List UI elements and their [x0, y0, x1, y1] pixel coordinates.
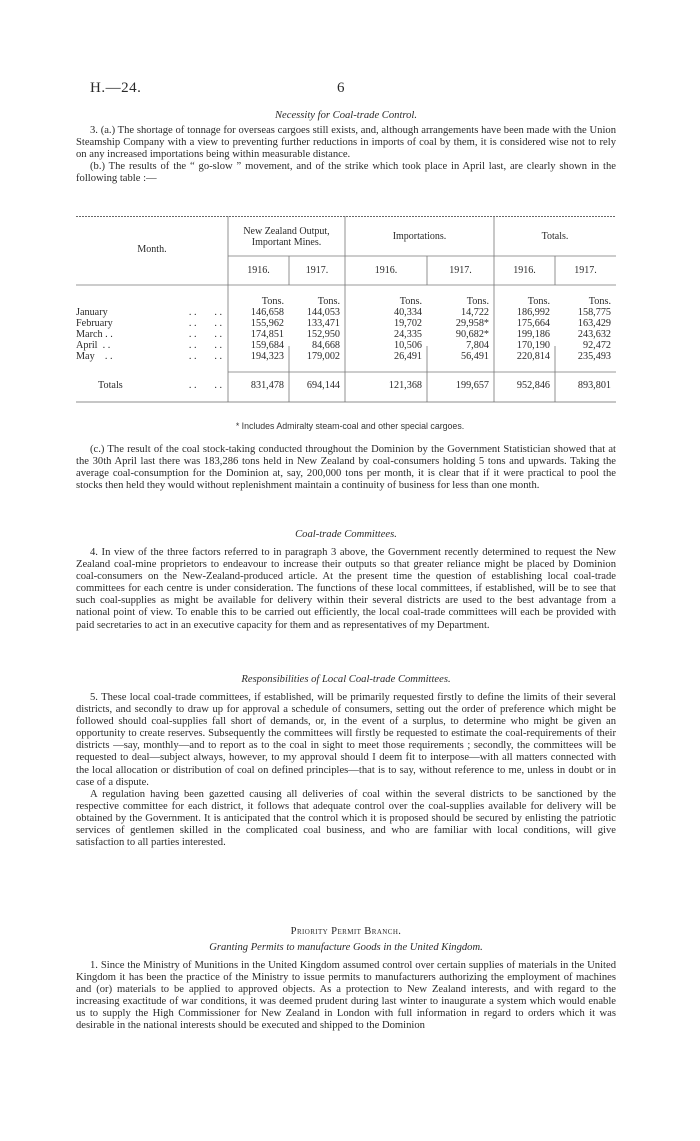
table-cell: 159,684	[250, 340, 284, 351]
month-label: April . .	[76, 340, 111, 351]
month-column-header: Month.	[137, 244, 167, 255]
section-heading: Necessity for Coal-trade Control.	[274, 110, 418, 121]
unit-label: Tons.	[261, 296, 284, 307]
paragraph-4: 4. In view of the three factors referred to in paragraph 3 above, the Government recently determined to request the New Zealand coal-mine proprietors to endeavour to increase their outputs so that greater reliance might be placed by Dominion coal-consumers on the New-Zealand-produced article. At the present time the question of establishing local coal-trade committees for each centre is under consideration. The functions of these local committees, if established, will be to see that such coal-supplies as might be available for delivery within their several districts are used to the best advantage from a national point of view. To enable this to be carried out efficiently, the local coal-trade committees will each be provided with paid secretaries to act in an executive capacity for them and as representatives of my Department.	[76, 547, 616, 631]
table-cell: 831,478	[250, 379, 284, 391]
table-cell: 90,682*	[455, 329, 489, 340]
table-cell: 243,632	[577, 329, 611, 340]
group-header-importations: Importations.	[392, 231, 447, 242]
month-label: March . .	[76, 329, 113, 340]
table-cell: 220,814	[516, 351, 550, 362]
year-header: 1917.	[449, 265, 472, 276]
year-header: 1916.	[513, 265, 536, 276]
unit-label: Tons.	[466, 296, 489, 307]
unit-label: Tons.	[317, 296, 340, 307]
table-cell: 7,804	[466, 340, 489, 351]
group-header-totals: Totals.	[541, 231, 569, 242]
table-cell: 56,491	[460, 351, 489, 362]
section-heading: Coal-trade Committees.	[295, 529, 397, 540]
section-heading: Priority Permit Branch.	[290, 926, 402, 937]
table-cell: 121,368	[388, 379, 422, 391]
table-cell: 952,846	[516, 379, 550, 391]
table-cell: 19,702	[393, 318, 422, 329]
table-cell: 694,144	[306, 379, 340, 391]
year-header: 1917.	[574, 265, 597, 276]
table-cell: 174,851	[250, 329, 284, 340]
table-cell: 152,950	[306, 329, 340, 340]
unit-label: Tons.	[588, 296, 611, 307]
table-cell: 235,493	[577, 351, 611, 362]
table-row	[76, 351, 616, 362]
year-header: 1916.	[247, 265, 270, 276]
section-coal-trade-committees	[76, 529, 616, 632]
totals-table	[76, 379, 616, 391]
table-cell: 155,962	[250, 318, 284, 329]
paragraph-1: 1. Since the Ministry of Munitions in the United Kingdom assumed control over certain supplies of materials in the United Kingdom it has been the practice of the Ministry to issue permits to manufacturers authorizing the employment of machines and (or) materials to be applied to approved objects. As a protection to New Zealand interests, and with regard to the increasing exactitude of war conditions, it was deemed prudent during last winter to inaugurate a system which would enable us to supply the High Commissioner for New Zealand in London with full information in regard to orders which it was desirable in the national interests should be executed and shipped to the Dominion	[76, 960, 616, 1032]
table-cell: 158,775	[577, 307, 611, 318]
table-cell: 14,722	[460, 307, 489, 318]
table-cell: 29,958*	[455, 318, 489, 329]
table-cell: 163,429	[577, 318, 611, 329]
paragraph-3a: 3. (a.) The shortage of tonnage for overseas cargoes still exists, and, although arrangements have been made with the Union Steamship Company with a view to preventing further reductions in imports of coal by them, it is considered wise not to rely on any increased importations being within measurable distance.	[76, 125, 616, 161]
unit-row	[76, 296, 616, 307]
year-header: 1916.	[374, 265, 398, 276]
table-cell: 170,190	[516, 340, 550, 351]
paragraph-3c: (c.) The result of the coal stock-taking conducted throughout the Dominion by the Government Statistician showed that at the 30th April last there was 183,286 tons held in New Zealand by coal-consumers holding 5 tons and upwards. Taking the average coal-consumption for the Dominion at, say, 200,000 tons per month, it is clear that if it were practical to pool the stocks then held they would without replenishment maintain a continuity of business for less than one month.	[76, 444, 616, 492]
paragraph-3c-block	[76, 444, 616, 492]
table-row	[76, 340, 616, 351]
paragraph-5-continued: A regulation having been gazetted causing all deliveries of coal within the several districts to be sanctioned by the respective committee for each district, it follows that adequate control over the coal-supplies available for delivery will be obtained by the Government. It is anticipated that the control which it is proposed should be secured by enlisting the patriotic services of gentlemen skilled in the complicated coal business, and who are familiar with local conditions, will give satisfaction to all parties interested.	[76, 788, 616, 849]
table-cell: 40,334	[393, 307, 422, 318]
table-cell: 893,801	[577, 379, 611, 391]
table-cell: 186,992	[516, 307, 550, 318]
paragraph-5: 5. These local coal-trade committees, if established, will be primarily requested firstly to define the limits of their several districts, and secondly to draw up for approval a schedule of consumers, setting out the order of preference which might be followed should coal-supplies fall short of demands, or, in the event of a surplus, to determine who might be given an opportunity to create reserves. Subsequently the committees will firstly be requested to estimate the coal-requirements of their districts —say, monthly—and to report as to the coal in sight to meet those requirements ; secondly, the committees will be requested to deal—subject always, however, to my approval should I deem fit to interpose—with all matters connected with the local allocation or distribution of coal on defined principles—that is to say, without reference to me, unless in doubt or in case of a dispute.	[76, 692, 616, 788]
leader-dots: . . . .	[188, 379, 222, 391]
section-heading: Responsibilities of Local Coal-trade Committees.	[241, 674, 451, 685]
section-priority-permit	[76, 926, 616, 1033]
table-cell: 24,335	[393, 329, 422, 340]
leader-dots: . . . .	[188, 307, 222, 318]
table-cell: 199,186	[516, 329, 550, 340]
section-responsibilities	[76, 674, 616, 849]
table-cell: 84,668	[311, 340, 340, 351]
section-coal-trade-control	[76, 110, 616, 185]
leader-dots: . . . .	[188, 318, 222, 329]
totals-label: Totals	[98, 379, 123, 391]
table-cell: 133,471	[306, 318, 340, 329]
table-cell: 179,002	[306, 351, 340, 362]
month-label: January	[76, 307, 108, 318]
table-row	[76, 318, 616, 329]
table-row	[76, 329, 616, 340]
table-cell: 175,664	[516, 318, 550, 329]
table-cell: 26,491	[393, 351, 422, 362]
page-number: 6	[337, 80, 345, 96]
table-row	[76, 307, 616, 318]
month-label: May . .	[76, 351, 113, 362]
leader-dots: . . . .	[188, 329, 222, 340]
month-label: February	[76, 318, 113, 329]
unit-label: Tons.	[399, 296, 422, 307]
table-cell: 10,506	[393, 340, 422, 351]
table-cell: 199,657	[455, 379, 489, 391]
group-header-nz-output: New Zealand Output, Important Mines.	[243, 226, 330, 248]
leader-dots: . . . .	[188, 351, 222, 362]
section-subheading: Granting Permits to manufacture Goods in the United Kingdom.	[209, 942, 483, 953]
coal-data-table	[76, 296, 616, 362]
table-cell: 194,323	[250, 351, 284, 362]
table-cell: 144,053	[306, 307, 340, 318]
table-cell: 146,658	[250, 307, 284, 318]
paragraph-3b: (b.) The results of the “ go-slow ” movement, and of the strike which took place in April last, are clearly shown in the following table :—	[76, 161, 616, 185]
totals-row	[76, 379, 616, 391]
table-cell: 92,472	[582, 340, 611, 351]
leader-dots: . . . .	[188, 340, 222, 351]
table-footnote: * Includes Admiralty steam-coal and other special cargoes.	[235, 421, 465, 431]
document-reference: H.—24.	[90, 80, 142, 96]
unit-label: Tons.	[527, 296, 550, 307]
year-header: 1917.	[305, 265, 329, 276]
